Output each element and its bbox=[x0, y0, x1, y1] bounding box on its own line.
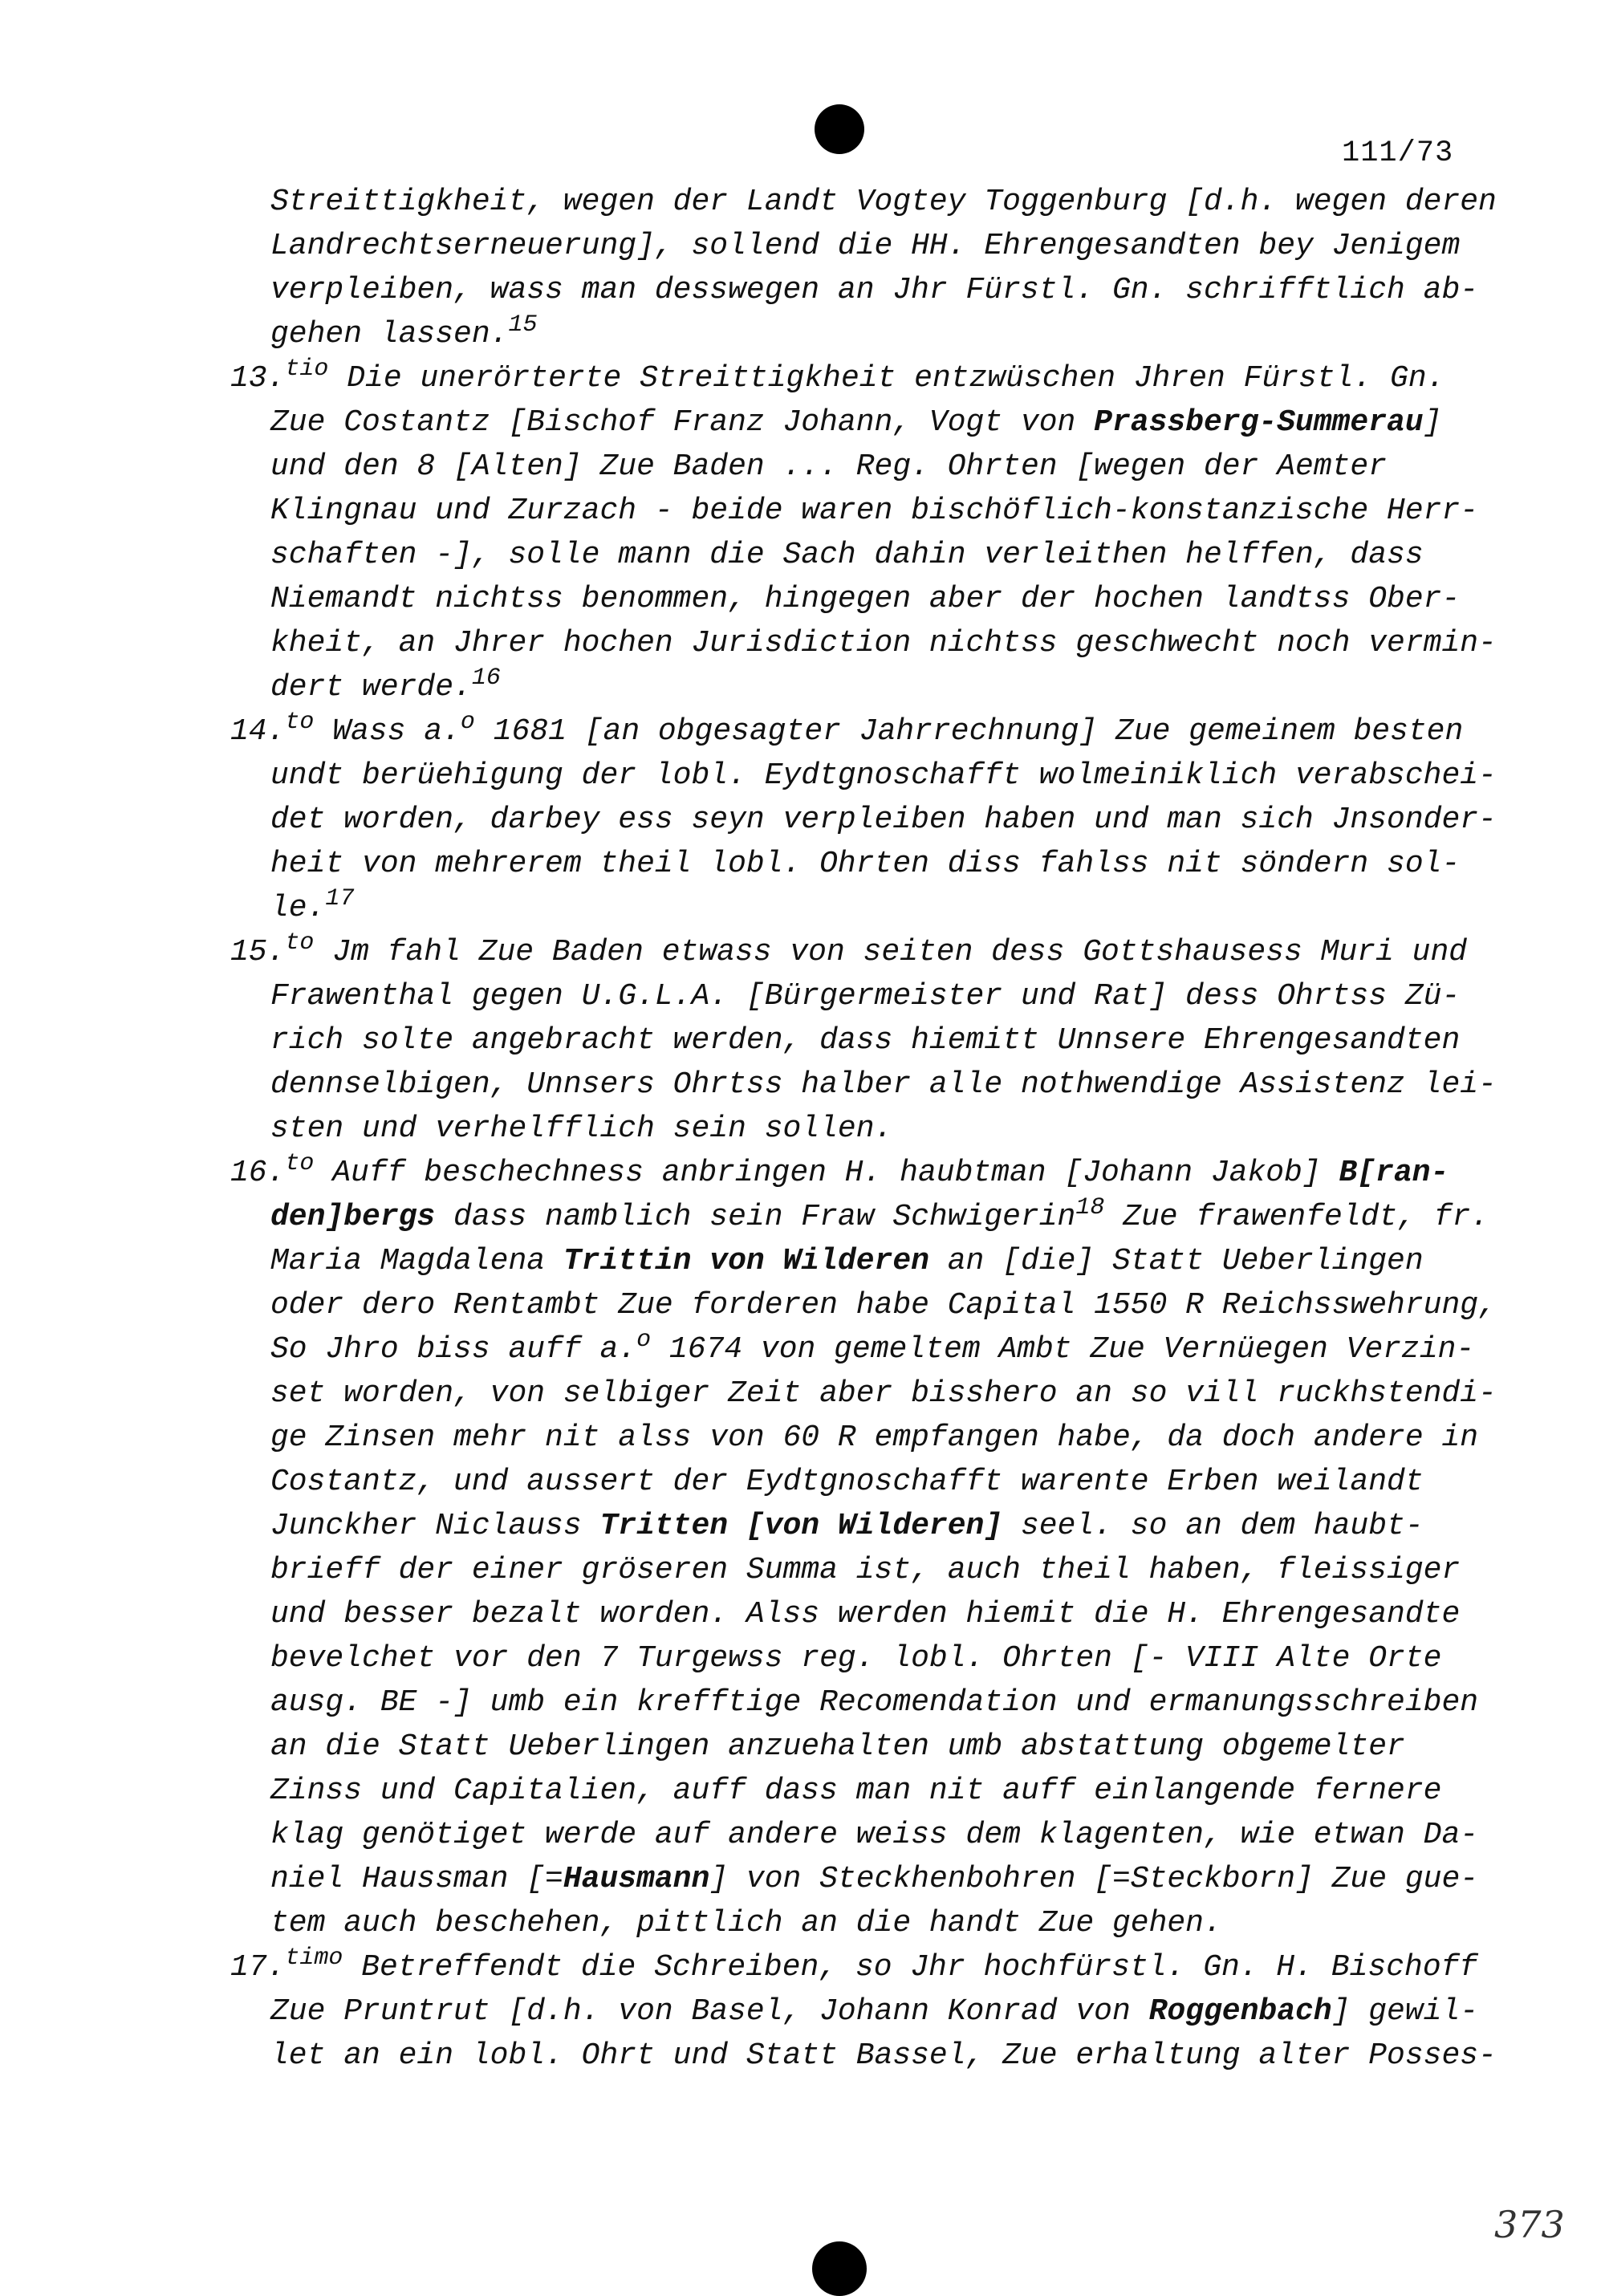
text-segment: undt berüehigung der lobl. Eydtgnoschafft wolmeiniklich verabschei- bbox=[270, 758, 1497, 793]
superscript: 17 bbox=[325, 885, 355, 912]
superscript: to bbox=[285, 929, 315, 957]
text-segment: Junckher Niclauss bbox=[270, 1509, 600, 1543]
text-segment: Zue frawenfeldt, fr. bbox=[1104, 1200, 1489, 1234]
text-line bbox=[270, 1374, 1497, 1414]
bold-name: Prassberg-Summerau bbox=[1094, 405, 1424, 440]
text-segment: ] von Steckhenbohren [=Steckborn] Zue gue- bbox=[709, 1862, 1479, 1896]
superscript: 18 bbox=[1075, 1194, 1105, 1221]
text-line bbox=[270, 1550, 1460, 1591]
text-segment: 14. bbox=[230, 714, 286, 749]
bold-name: Trittin von Wilderen bbox=[563, 1244, 929, 1278]
text-segment: an [die] Statt Ueberlingen bbox=[928, 1244, 1424, 1278]
text-segment: und den 8 [Alten] Zue Baden ... Reg. Ohrten [wegen der Aemter bbox=[270, 449, 1388, 484]
text-line bbox=[230, 1150, 1449, 1193]
text-line bbox=[270, 1241, 1424, 1282]
bold-name: B[ran- bbox=[1339, 1156, 1449, 1190]
text-segment: set worden, von selbiger Zeit aber bisshero an so vill ruckhstendi- bbox=[270, 1376, 1497, 1411]
superscript: o bbox=[636, 1327, 652, 1354]
text-segment: dert werde. bbox=[270, 670, 472, 705]
text-segment: dennselbigen, Unnsers Ohrtss halber alle nothwendige Assistenz lei- bbox=[270, 1067, 1497, 1102]
text-segment: Die unerörterte Streittigkheit entzwüschen Jhren Fürstl. Gn. bbox=[328, 361, 1445, 396]
text-line bbox=[270, 491, 1478, 531]
text-segment: 13. bbox=[230, 361, 286, 396]
bold-name: Tritten [von Wilderen] bbox=[599, 1509, 1003, 1543]
text-line bbox=[270, 2036, 1497, 2076]
superscript: o bbox=[460, 709, 475, 736]
text-line bbox=[270, 403, 1441, 443]
text-line bbox=[270, 977, 1460, 1017]
text-line bbox=[270, 447, 1387, 487]
bold-name: Hausmann bbox=[563, 1862, 710, 1896]
text-segment: Costantz, und aussert der Eydtgnoschafft warente Erben weilandt bbox=[270, 1465, 1424, 1499]
text-line bbox=[270, 1286, 1497, 1326]
text-line bbox=[270, 1815, 1478, 1855]
text-segment: an die Statt Ueberlingen anzuehalten umb abstattung obgemelter bbox=[270, 1729, 1405, 1764]
text-segment: niel Haussman [= bbox=[270, 1862, 563, 1896]
text-line bbox=[270, 1109, 892, 1149]
text-line bbox=[270, 1065, 1497, 1105]
text-line bbox=[270, 1595, 1460, 1635]
text-segment: verpleiben, wass man desswegen an Jhr Fürstl. Gn. schrifftlich ab- bbox=[270, 273, 1479, 307]
text-segment: Zinss und Capitalien, auff dass man nit auff einlangende fernere bbox=[270, 1774, 1442, 1808]
text-segment: Jm fahl Zue Baden etwass von seiten dess Gottshausess Muri und bbox=[314, 935, 1468, 969]
text-segment: 15. bbox=[230, 935, 286, 969]
text-line bbox=[270, 1904, 1222, 1944]
punch-hole-bottom bbox=[812, 2241, 867, 2296]
text-line bbox=[270, 756, 1497, 796]
text-segment: let an ein lobl. Ohrt und Statt Bassel, Zue erhaltung alter Posses- bbox=[270, 2038, 1497, 2073]
text-line bbox=[270, 1462, 1424, 1502]
text-line bbox=[270, 1771, 1441, 1811]
superscript: to bbox=[285, 1150, 315, 1177]
text-line bbox=[270, 1639, 1441, 1679]
text-line bbox=[270, 1859, 1478, 1900]
bold-name: den]bergs bbox=[270, 1200, 436, 1234]
page-number: 111/73 bbox=[1342, 136, 1454, 170]
text-line bbox=[230, 929, 1468, 973]
text-segment: dass namblich sein Fraw Schwigerin bbox=[435, 1200, 1076, 1234]
text-line bbox=[270, 182, 1497, 222]
text-line bbox=[270, 311, 538, 355]
text-segment: und besser bezalt worden. Alss werden hiemit die H. Ehrengesandte bbox=[270, 1597, 1461, 1632]
text-line bbox=[270, 1418, 1478, 1458]
text-line bbox=[270, 270, 1478, 311]
text-segment: Wass a. bbox=[314, 714, 461, 749]
text-line bbox=[270, 1021, 1460, 1061]
text-segment: Zue Costantz [Bischof Franz Johann, Vogt von bbox=[270, 405, 1095, 440]
text-line bbox=[230, 709, 1464, 752]
text-line bbox=[230, 1944, 1478, 1988]
text-segment: heit von mehrerem theil lobl. Ohrten diss fahlss nit söndern sol- bbox=[270, 847, 1461, 881]
text-line bbox=[270, 664, 501, 708]
text-segment: gehen lassen. bbox=[270, 317, 509, 352]
superscript: 16 bbox=[471, 664, 501, 692]
text-line bbox=[270, 1683, 1478, 1723]
superscript: timo bbox=[285, 1944, 343, 1972]
text-segment: klag genötiget werde auf andere weiss dem klagenten, wie etwan Da- bbox=[270, 1818, 1479, 1852]
text-segment: Klingnau und Zurzach - beide waren bischöflich-konstanzische Herr- bbox=[270, 494, 1479, 528]
text-segment: 1674 von gemeltem Ambt Zue Vernüegen Verzin- bbox=[651, 1332, 1475, 1367]
text-segment: brieff der einer gröseren Summa ist, auch theil haben, fleissiger bbox=[270, 1553, 1461, 1587]
text-line bbox=[270, 535, 1424, 575]
text-segment: ge Zinsen mehr nit alss von 60 R empfangen habe, da doch andere in bbox=[270, 1420, 1479, 1455]
text-segment: 17. bbox=[230, 1950, 286, 1985]
punch-hole-top bbox=[815, 104, 864, 154]
superscript: 15 bbox=[508, 311, 538, 339]
handwritten-page-mark: 373 bbox=[1494, 2203, 1565, 2246]
text-segment: ausg. BE -] umb ein krefftige Recomendation und ermanungsschreiben bbox=[270, 1685, 1479, 1720]
text-line bbox=[270, 579, 1460, 620]
text-line bbox=[270, 1506, 1424, 1546]
superscript: tio bbox=[285, 356, 329, 383]
text-segment: 1681 [an obgesagter Jahrrechnung] Zue gemeinem besten bbox=[474, 714, 1464, 749]
text-segment: Maria Magdalena bbox=[270, 1244, 563, 1278]
text-segment: Zue Pruntrut [d.h. von Basel, Johann Konrad von bbox=[270, 1994, 1149, 2029]
text-segment: sten und verhelfflich sein sollen. bbox=[270, 1111, 893, 1146]
text-segment: schaften -], solle mann die Sach dahin verleithen helffen, dass bbox=[270, 538, 1424, 572]
text-line bbox=[270, 800, 1497, 840]
text-line bbox=[270, 226, 1460, 266]
text-segment: Niemandt nichtss benommen, hingegen aber der hochen landtss Ober- bbox=[270, 582, 1461, 616]
text-segment: Frawenthal gegen U.G.L.A. [Bürgermeister und Rat] dess Ohrtss Zü- bbox=[270, 979, 1461, 1014]
text-segment: 16. bbox=[230, 1156, 286, 1190]
text-segment: oder dero Rentambt Zue forderen habe Capital 1550 R Reichsswehrung, bbox=[270, 1288, 1497, 1323]
text-segment: So Jhro biss auff a. bbox=[270, 1332, 637, 1367]
text-line bbox=[230, 356, 1445, 399]
text-segment: seel. so an dem haubt- bbox=[1002, 1509, 1424, 1543]
text-line bbox=[270, 1727, 1405, 1767]
text-line bbox=[270, 624, 1497, 664]
text-segment: le. bbox=[270, 891, 326, 925]
text-segment: tem auch beschehen, pittlich an die handt Zue gehen. bbox=[270, 1906, 1222, 1940]
text-segment: det worden, darbey ess seyn verpleiben haben und man sich Jnsonder- bbox=[270, 803, 1497, 837]
text-segment: ] bbox=[1423, 405, 1442, 440]
text-line bbox=[270, 1194, 1489, 1237]
text-line bbox=[270, 844, 1460, 884]
text-segment: ] gewil- bbox=[1331, 1994, 1479, 2029]
text-segment: Betreffendt die Schreiben, so Jhr hochfürstl. Gn. H. Bischoff bbox=[343, 1950, 1478, 1985]
text-segment: rich solte angebracht werden, dass hiemitt Unnsere Ehrengesandten bbox=[270, 1023, 1461, 1058]
text-segment: bevelchet vor den 7 Turgewss reg. lobl. Ohrten [- VIII Alte Orte bbox=[270, 1641, 1442, 1676]
text-segment: Auff beschechness anbringen H. haubtman [Johann Jakob] bbox=[314, 1156, 1339, 1190]
text-segment: Streittigkheit, wegen der Landt Vogtey Toggenburg [d.h. wegen deren bbox=[270, 185, 1497, 219]
text-line bbox=[270, 1992, 1478, 2032]
text-line bbox=[270, 1327, 1475, 1370]
bold-name: Roggenbach bbox=[1148, 1994, 1332, 2029]
superscript: to bbox=[285, 709, 315, 736]
text-line bbox=[270, 885, 355, 929]
text-segment: kheit, an Jhrer hochen Jurisdiction nichtss geschwecht noch vermin- bbox=[270, 626, 1497, 660]
text-segment: Landrechtserneuerung], sollend die HH. Ehrengesandten bey Jenigem bbox=[270, 229, 1461, 263]
